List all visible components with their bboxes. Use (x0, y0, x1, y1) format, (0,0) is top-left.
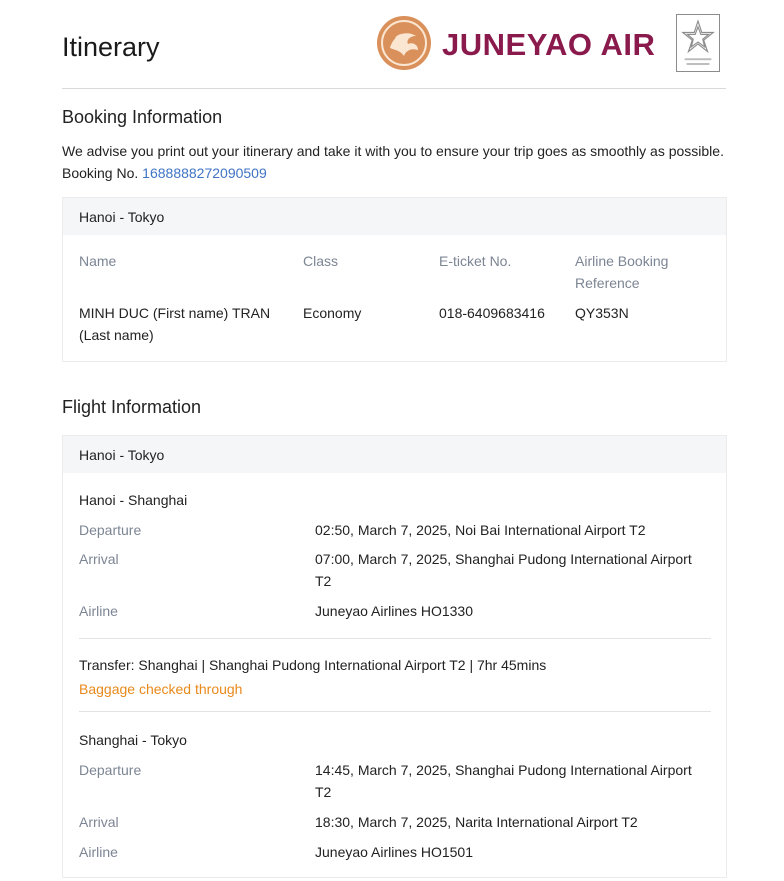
passenger-class: Economy (303, 305, 362, 321)
segment-2-departure-label: Departure (79, 762, 142, 778)
flight-card (62, 435, 727, 878)
passenger-card-route: Hanoi - Tokyo (63, 198, 726, 235)
eticket-number: 018-6409683416 (439, 305, 545, 321)
star-alliance-icon (676, 14, 720, 72)
airline-booking-reference: QY353N (575, 305, 629, 321)
class-column-header: Class (303, 253, 339, 269)
logo-wordmark: JUNEYAO AIR (442, 27, 656, 62)
segment-2-airline: Juneyao Airlines HO1501 (315, 844, 473, 860)
eticket-column-header: E-ticket No. (439, 253, 512, 269)
booking-number-link[interactable]: 1688888272090509 (142, 165, 267, 181)
divider (79, 711, 711, 712)
booking-number-label: Booking No. (62, 165, 139, 181)
segment-2-title: Shanghai - Tokyo (79, 732, 187, 748)
segment-1-airline-label: Airline (79, 603, 118, 619)
segment-2-arrival-label: Arrival (79, 814, 119, 830)
segment-1-arrival-label: Arrival (79, 551, 119, 567)
segment-1-title: Hanoi - Shanghai (79, 492, 188, 508)
baggage-status: Baggage checked through (79, 681, 243, 697)
booking-number-line (62, 162, 742, 184)
segment-1-departure: 02:50, March 7, 2025, Noi Bai International Airport T2 (315, 522, 646, 538)
segment-1-arrival: 07:00, March 7, 2025, Shanghai Pudong International Airport T2 (315, 551, 692, 589)
passenger-name: MINH DUC (First name) TRAN (Last name) (79, 305, 271, 343)
flight-section-title: Flight Information (62, 397, 202, 417)
transfer-info: Transfer: Shanghai | Shanghai Pudong International Airport T2 | 7hr 45mins (79, 657, 547, 673)
booking-intro (62, 140, 742, 184)
phoenix-emblem-icon (376, 14, 432, 72)
name-column-header: Name (79, 253, 117, 269)
pnr-column-header: Airline Booking Reference (575, 253, 669, 291)
flight-card-route: Hanoi - Tokyo (63, 436, 726, 473)
divider (79, 638, 711, 639)
segment-1-departure-label: Departure (79, 522, 142, 538)
booking-section-title: Booking Information (62, 107, 223, 127)
advice-text: We advise you print out your itinerary and take it with you to ensure your trip goes as smoothly as possible. (62, 143, 724, 159)
page-title: Itinerary (62, 32, 160, 62)
segment-2-departure: 14:45, March 7, 2025, Shanghai Pudong International Airport T2 (315, 762, 692, 800)
segment-2-arrival: 18:30, March 7, 2025, Narita International Airport T2 (315, 814, 638, 830)
segment-2-airline-label: Airline (79, 844, 118, 860)
airline-logo (376, 14, 722, 72)
segment-1-airline: Juneyao Airlines HO1330 (315, 603, 473, 619)
page-header (62, 0, 726, 89)
passenger-card (62, 197, 727, 362)
